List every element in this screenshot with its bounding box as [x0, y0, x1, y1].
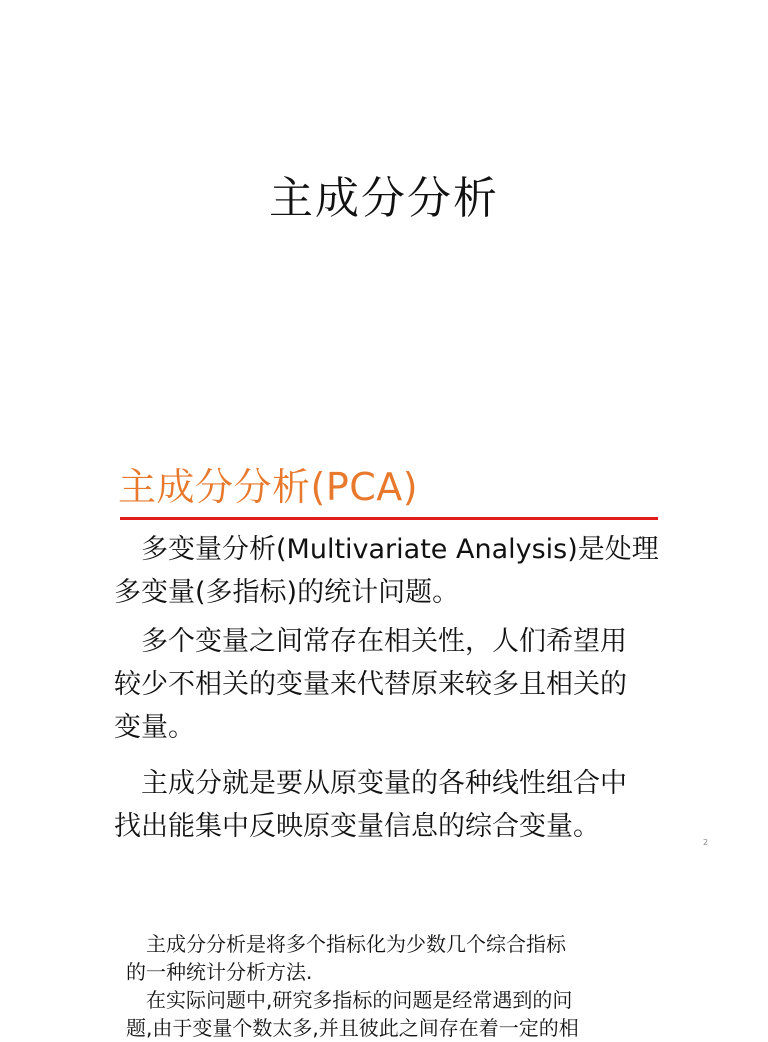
paragraph-line: 变量。 — [114, 712, 195, 743]
section-heading: 主成分分析(PCA) — [118, 465, 419, 509]
paragraph-line: 主成分分析是将多个指标化为少数几个综合指标 — [126, 932, 566, 956]
paragraph-principal-component — [114, 762, 674, 848]
paragraph-line: 主成分就是要从原变量的各种线性组合中 — [114, 768, 627, 799]
paragraph-definition — [126, 930, 646, 986]
paragraph-line: 较少不相关的变量来代替原来较多且相关的 — [114, 669, 627, 700]
paragraph-line: 多变量(多指标)的统计问题。 — [114, 577, 460, 608]
slide-title — [0, 0, 768, 420]
paragraph-practical — [126, 986, 646, 1042]
page-number: 2 — [703, 838, 709, 847]
paragraph-line: 多变量分析(Multivariate Analysis)是处理 — [114, 534, 659, 565]
paragraph-line: 在实际问题中,研究多指标的问题是经常遇到的问 — [126, 988, 573, 1012]
slide-pca-definition — [0, 900, 768, 1040]
paragraph-line: 题,由于变量个数太多,并且彼此之间存在着一定的相 — [126, 1016, 579, 1040]
paragraph-line: 多个变量之间常存在相关性，人们希望用 — [114, 626, 627, 657]
slide-pca-intro — [0, 420, 768, 900]
heading-divider — [120, 517, 658, 520]
paragraph-multivariate — [114, 528, 674, 614]
main-title: 主成分分析 — [269, 173, 499, 224]
paragraph-correlation — [114, 620, 674, 749]
paragraph-line: 的一种统计分析方法. — [126, 960, 313, 984]
paragraph-line: 找出能集中反映原变量信息的综合变量。 — [114, 811, 600, 842]
